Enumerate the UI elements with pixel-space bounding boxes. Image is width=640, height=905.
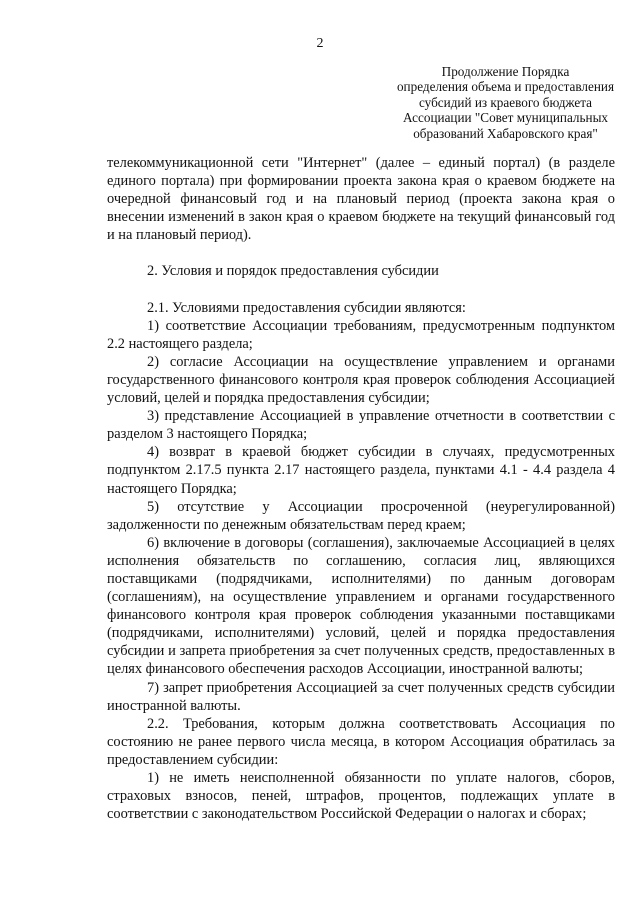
condition-item-3: 3) представление Ассоциацией в управление отчетности в соответствии с разделом 3 настоящего Порядка;: [107, 408, 615, 443]
document-body: [107, 154, 615, 823]
header-line: субсидий из краевого бюджета: [419, 94, 592, 110]
document-header: [383, 64, 628, 141]
condition-item-1: 1) соответствие Ассоциации требованиям, предусмотренным подпунктом 2.2 настоящего раздела;: [107, 317, 615, 352]
condition-item-6: 6) включение в договоры (соглашения), заключаемые Ассоциацией в целях исполнения обязательств по соглашению, согласия лиц, являющихся поставщиками (подрядчиками, исполнителями) по данным договорам (соглашениям), на осуществление управлением и органами государственного финансового контроля края проверок соблюдения указанными поставщиками (подрядчиками, исполнителями) условий, целей и порядка предоставления субсидии и запрета приобретения за счет полученных средств, предоставленных в целях финансового обеспечения расходов Ассоциации, иностранной валюты;: [107, 534, 615, 678]
header-line: Продолжение Порядка: [441, 64, 570, 79]
condition-item-5: 5) отсутствие у Ассоциации просроченной (неурегулированной) задолженности по денежным обязательствам перед краем;: [107, 498, 615, 533]
paragraph-continuation: телекоммуникационной сети "Интернет" (далее – единый портал) (в разделе единого портала) при формировании проекта закона края о краевом бюджете на очередной финансовый год и на плановый период (проекта закона края о внесении изменений в закон края о краевом бюджете на текущий финансовый год и на плановый период).: [107, 155, 615, 244]
condition-item-2: 2) согласие Ассоциации на осуществление управлением и органами государственного финансового контроля края проверок соблюдения Ассоциацией условий, целей и порядка предоставления субсидии;: [107, 353, 615, 407]
page-number: 2: [316, 36, 324, 51]
requirement-item-1: 1) не иметь неисполненной обязанности по уплате налогов, сборов, страховых взносов, пеней, штрафов, процентов, подлежащих уплате в соответствии с законодательством Российской Федерации о налогах и сборах;: [107, 770, 615, 823]
paragraph-2-2: 2.2. Требования, которым должна соответствовать Ассоциация по состоянию не ранее первого числа месяца, в котором Ассоциация обратилась за предоставлением субсидии:: [107, 715, 615, 768]
header-line: образований Хабаровского края": [413, 125, 598, 141]
section-title: 2. Условия и порядок предоставления субсидии: [147, 263, 439, 280]
condition-item-4: 4) возврат в краевой бюджет субсидии в случаях, предусмотренных подпунктом 2.17.5 пункта 2.17 настоящего раздела, пунктами 4.1 - 4.4 раздела 4 настоящего Порядка;: [107, 444, 615, 497]
header-line: Ассоциации "Совет муниципальных: [402, 110, 609, 126]
paragraph-2-1: 2.1. Условиями предоставления субсидии являются:: [147, 299, 466, 316]
header-line: определения объема и предоставления: [396, 79, 615, 95]
condition-item-7: 7) запрет приобретения Ассоциацией за счет полученных средств субсидии иностранной валюты.: [107, 679, 615, 714]
